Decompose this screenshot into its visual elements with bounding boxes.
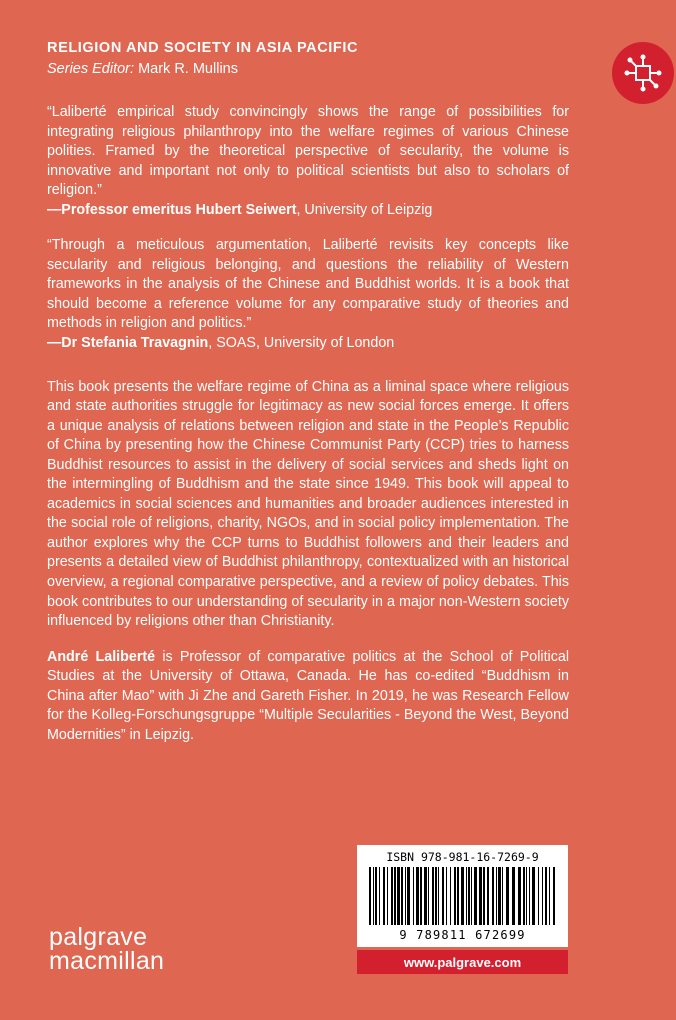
barcode-bar [553, 867, 555, 925]
barcode-bar [420, 867, 422, 925]
barcode-bar [523, 867, 525, 925]
barcode-bar [466, 867, 467, 925]
barcode-bar [512, 867, 515, 925]
barcode-bar [487, 867, 489, 925]
barcode-bar [394, 867, 396, 925]
barcode-bar [450, 867, 451, 925]
publisher-website: www.palgrave.com [357, 950, 568, 974]
barcode-bar [442, 867, 444, 925]
barcode-bar [529, 867, 530, 925]
barcode-bar [474, 867, 477, 925]
series-editor-name: Mark R. Mullins [138, 61, 238, 77]
barcode-bar [424, 867, 427, 925]
barcode-bar [492, 867, 494, 925]
barcode-bar [407, 867, 410, 925]
palgrave-network-logo-icon [612, 42, 674, 104]
barcode-bar [496, 867, 497, 925]
endorsement-quote-2: “Through a meticulous argumentation, Laliberté revisits key concepts like secularity and religious belonging, and questions the reliability of Western frameworks in the analysis of the Chinese and Buddhist worlds. It is a book that should become a reference volume for any comparative study of theories and methods in religion and politics.” [47, 237, 569, 332]
barcode-bar [416, 867, 419, 925]
barcode-bar [526, 867, 527, 925]
barcode-bar [432, 867, 434, 925]
endorsement-attribution-2 [47, 334, 569, 354]
barcode-bar [413, 867, 414, 925]
isbn-barcode [357, 845, 568, 947]
barcode-bar [468, 867, 470, 925]
barcode-bar [401, 867, 403, 925]
barcode-bar [538, 867, 539, 925]
barcode-bar [498, 867, 501, 925]
barcode-bar [369, 867, 371, 925]
barcode-bar [545, 867, 547, 925]
back-cover-content [47, 103, 569, 745]
isbn-label: ISBN 978-981-16-7269-9 [386, 850, 539, 864]
author-name: André Laliberté [47, 648, 156, 665]
series-title: RELIGION AND SOCIETY IN ASIA PACIFIC [47, 40, 359, 56]
barcode-bar [446, 867, 447, 925]
author-bio [47, 648, 569, 746]
endorsement-author-1: —Professor emeritus Hubert Seiwert [47, 201, 297, 218]
barcode-bar [457, 867, 459, 925]
publisher-line-1: palgrave [49, 923, 148, 951]
barcode-bar [549, 867, 550, 925]
series-editor-label: Series Editor: [47, 61, 135, 77]
barcode-bar [397, 867, 400, 925]
barcode-bar [479, 867, 482, 925]
barcode-bar [391, 867, 393, 925]
barcode-bar [483, 867, 485, 925]
book-description: This book presents the welfare regime of China as a liminal space where religious and state authorities struggle for legitimacy as new social forces emerge. It offers a unique analysis of relations between religion and state in the People’s Republic of China by presenting how the Chinese Communist Party (CCP) tries to harness Buddhist resources to assist in the delivery of social services and sheds light on the intermingling of Buddhism and the state since 1949. This book will appeal to academics in social sciences and humanities and broader audiences interested in the social role of religions, charity, NGOs, and in social policy implementation. The author explores why the CCP turns to Buddhist followers and their leaders and presents a detailed view of Buddhist philanthropy, contextualized with an historical overview, a regional comparative perspective, and a review of policy debates. This book contributes to our understanding of secularity in a major non-Western society influenced by religions other than Christianity. [47, 378, 569, 630]
barcode-bar [502, 867, 503, 925]
endorsement-affiliation-1: , University of Leipzig [296, 201, 433, 218]
barcode-bar [454, 867, 456, 925]
endorsement-quote-1: “Laliberté empirical study convincingly shows the range of possibilities for integrating religious philanthropy into the welfare regimes of various Chinese polities. Framed by the theoretical perspective of secularity, the volume is innovative and important not only to political scientists but also to scholars of religion.” [47, 104, 569, 199]
barcode-bar [532, 867, 535, 925]
barcode-bar [428, 867, 429, 925]
barcode-bar [373, 867, 374, 925]
barcode-bar [542, 867, 543, 925]
barcode-bar [438, 867, 439, 925]
barcode-bar [461, 867, 464, 925]
endorsement-affiliation-2: , SOAS, University of London [208, 335, 395, 352]
barcode-bar [405, 867, 406, 925]
barcode-bar [471, 867, 472, 925]
barcode-bar [387, 867, 388, 925]
barcode-bar [375, 867, 377, 925]
barcode-digits: 9 789811 672699 [399, 928, 526, 942]
barcode-bar [518, 867, 521, 925]
barcode-bar [435, 867, 437, 925]
barcode-bar [383, 867, 385, 925]
barcode-bar [379, 867, 380, 925]
author-bio-text: is Professor of comparative politics at the School of Political Studies at the University of Ottawa, Canada. He has co-edited “Buddhism in China after Mao” with Ji Zhe and Gareth Fisher. In 2019, he was Research Fellow for the Kolleg-Forschungsgruppe “Multiple Secularities - Beyond the West, Beyond Modernities” in Leipzig. [47, 648, 569, 743]
endorsement-author-2: —Dr Stefania Travagnin [47, 335, 209, 352]
barcode-bar [506, 867, 509, 925]
endorsement-attribution-1 [47, 201, 569, 221]
publisher-logo [49, 925, 164, 973]
publisher-line-2: macmillan [49, 947, 165, 975]
barcode-bars [367, 867, 558, 927]
series-editor [47, 61, 238, 77]
